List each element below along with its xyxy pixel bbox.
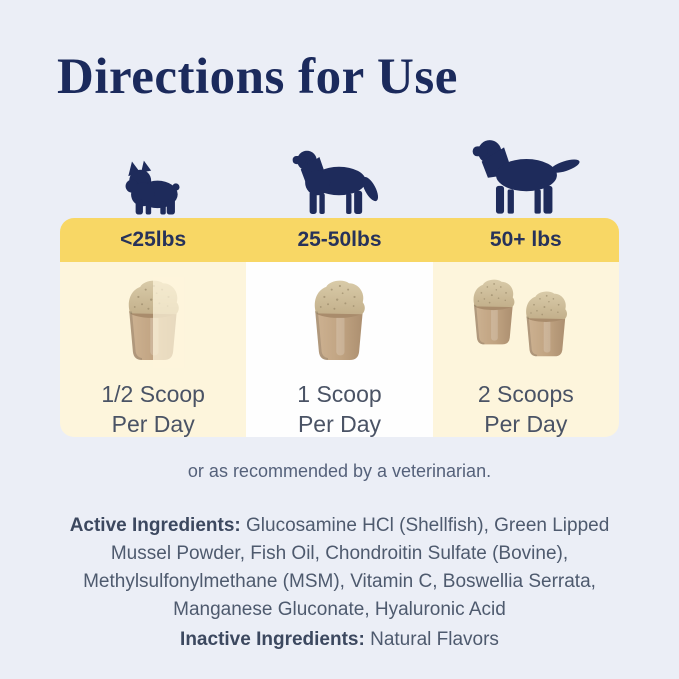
dose-amount: 1/2 Scoop [101, 381, 205, 407]
dosage-column-medium [246, 262, 432, 437]
dose-label-large [478, 379, 574, 437]
dose-frequency: Per Day [484, 411, 568, 437]
dose-amount: 2 Scoops [477, 381, 574, 407]
active-ingredients-label: Active Ingredients: [69, 515, 241, 536]
weight-label-large: 50+ lbs [489, 228, 562, 251]
one-scoop-icon [293, 275, 385, 370]
two-scoops-image [455, 275, 597, 370]
dose-amount: 1 Scoop [297, 381, 382, 407]
dose-frequency: Per Day [297, 411, 382, 437]
inactive-ingredients-label: Inactive Ingredients: [180, 629, 365, 650]
dosage-column-large [433, 262, 619, 437]
weight-label-medium: 25-50lbs [297, 228, 382, 251]
dosage-panel [60, 262, 619, 437]
one-scoop-image [293, 275, 385, 370]
small-dog-icon [121, 160, 185, 216]
dog-cell-small [60, 136, 246, 216]
weight-label-small: <25lbs [120, 228, 187, 251]
page-title: Directions for Use [57, 49, 458, 105]
inactive-ingredients-value: Natural Flavors [370, 629, 499, 650]
weight-range-banner [60, 218, 619, 262]
dog-cell-large [433, 136, 619, 216]
half-scoop-icon [107, 275, 199, 370]
active-ingredients [62, 512, 618, 624]
large-dog-icon [470, 136, 582, 216]
two-scoops-icon [455, 275, 597, 370]
active-ingredients-value: Glucosamine HCl (Shellfish), Green Lipped Mussel Powder, Fish Oil, Chondroitin Sulfate (Bovine), Methylsulfonylmethane (MSM), Vitamin C, Boswellia Serrata, Manganese Gluconate, Hyaluronic Acid [83, 515, 610, 620]
dose-frequency: Per Day [111, 411, 195, 437]
inactive-ingredients [0, 629, 679, 651]
dog-cell-medium [246, 136, 432, 216]
dose-label-small [101, 379, 205, 437]
medium-dog-icon [290, 146, 388, 216]
half-scoop-image [107, 275, 199, 370]
dog-size-row [60, 136, 619, 216]
dosage-column-small [60, 262, 246, 437]
veterinarian-note: or as recommended by a veterinarian. [187, 461, 492, 481]
dose-label-medium [297, 379, 381, 437]
